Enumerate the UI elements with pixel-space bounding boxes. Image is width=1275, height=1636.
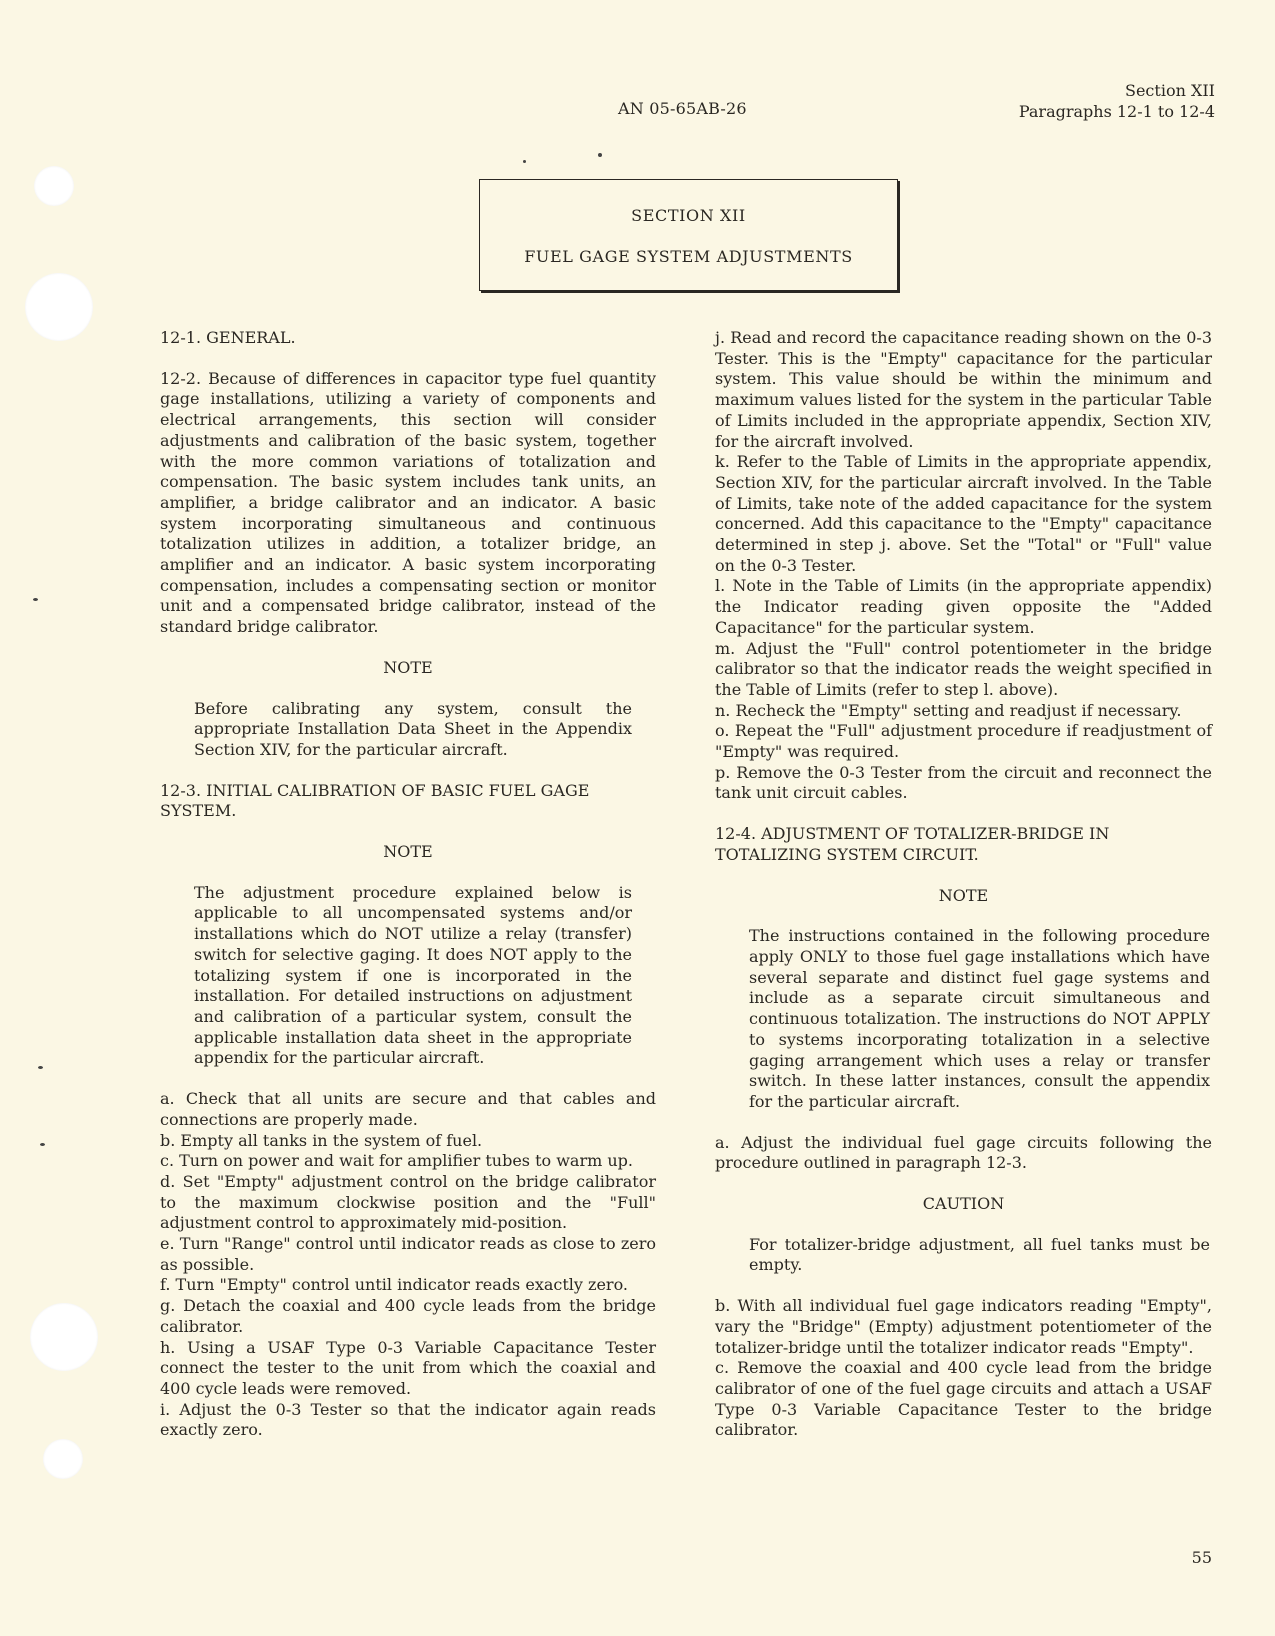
- procedure-step-d: d. Set "Empty" adjustment control on the bridge calibrator to the maximum clockwise position and the "Full" adjustment control to approximately mid-position.: [160, 1171, 656, 1233]
- punch-hole: [30, 1303, 98, 1371]
- totalizer-step-a: a. Adjust the individual fuel gage circuits following the procedure outlined in paragraph 12-3.: [715, 1132, 1212, 1173]
- caution-title: CAUTION: [922, 1194, 1005, 1214]
- paragraph-12-2: 12-2. Because of differences in capacitor type fuel quantity gage installations, utilizing a variety of components and electrical arrangements, this section will consider adjustments and calibration of the basic system, together with the more common variations of totalization and compensation. The basic system includes tank units, an amplifier, a bridge calibrator and an indicator. A basic system incorporating simultaneous and continuous totalization utilizes in addition, a totalizer bridge, an amplifier and an indicator. A basic system incorporating compensation, includes a compensating section or monitor unit and a compensated bridge calibrator, instead of the standard bridge calibrator.: [160, 368, 656, 637]
- section-number-title: SECTION XII: [631, 206, 746, 225]
- procedure-step-a: a. Check that all units are secure and that cables and connections are properly made.: [160, 1089, 656, 1129]
- paragraph-heading-12-4: 12-4. ADJUSTMENT OF TOTALIZER-BRIDGE IN TOTALIZING SYSTEM CIRCUIT.: [715, 824, 1110, 864]
- stray-mark: [523, 160, 526, 163]
- procedure-step-c: c. Turn on power and wait for amplifier tubes to warm up.: [160, 1151, 633, 1171]
- note-title: NOTE: [383, 842, 433, 862]
- procedure-step-h: h. Using a USAF Type 0-3 Variable Capacitance Tester connect the tester to the unit from which the coaxial and 400 cycle leads were removed.: [160, 1337, 656, 1398]
- paragraph-heading-12-3: 12-3. INITIAL CALIBRATION OF BASIC FUEL GAGE SYSTEM.: [160, 780, 590, 821]
- procedure-step-f: f. Turn "Empty" control until indicator reads exactly zero.: [160, 1275, 628, 1295]
- left-column: [160, 328, 656, 1441]
- note-title: NOTE: [938, 885, 989, 905]
- margin-mark: [40, 1143, 45, 1146]
- procedure-step-e: e. Turn "Range" control until indicator reads as close to zero as possible.: [160, 1234, 656, 1274]
- punch-hole: [34, 166, 74, 206]
- paragraph-range: Paragraphs 12-1 to 12-4: [1018, 102, 1215, 121]
- caution-body: For totalizer-bridge adjustment, all fuel tanks must be empty.: [749, 1234, 1210, 1275]
- note-body: Before calibrating any system, consult the appropriate Installation Data Sheet in the Appendix Section XIV, for the particular aircraft.: [194, 698, 632, 759]
- procedure-step-j: j. Read and record the capacitance reading shown on the 0-3 Tester. This is the "Empty" capacitance for the particular system. This value should be within the minimum and maximum values listed for the system in the particular Table of Limits included in the appropriate appendix, Section XIV, for the aircraft involved.: [715, 328, 1212, 451]
- procedure-step-m: m. Adjust the "Full" control potentiometer in the bridge calibrator so that the indicator reads the weight specified in the Table of Limits (refer to step l. above).: [715, 638, 1212, 699]
- totalizer-step-b: b. With all individual fuel gage indicators reading "Empty", vary the "Bridge" (Empty) adjustment potentiometer of the totalizer-bridge until the totalizer indicator reads "Empty".: [715, 1296, 1212, 1357]
- totalizer-step-c: c. Remove the coaxial and 400 cycle lead from the bridge calibrator of one of the fuel gage circuits and attach a USAF Type 0-3 Variable Capacitance Tester to the bridge calibrator.: [715, 1358, 1212, 1440]
- procedure-step-l: l. Note in the Table of Limits (in the appropriate appendix) the Indicator reading given opposite the "Added Capacitance" for the particular system.: [715, 576, 1212, 637]
- paragraph-heading-12-1: 12-1. GENERAL.: [160, 328, 296, 347]
- punch-hole: [43, 1439, 83, 1479]
- right-column: [715, 328, 1212, 1441]
- procedure-step-n: n. Recheck the "Empty" setting and readjust if necessary.: [715, 700, 1182, 720]
- margin-mark: [38, 1066, 43, 1069]
- note-body: The instructions contained in the following procedure apply ONLY to those fuel gage installations which have several separate and distinct fuel gage systems and include as a separate circuit simultaneous and continuous totalization. The instructions do NOT APPLY to systems incorporating totalization in a selective gaging arrangement which uses a relay or transfer switch. In these latter instances, consult the appendix for the particular aircraft.: [749, 926, 1210, 1111]
- note-body: The adjustment procedure explained below is applicable to all uncompensated systems and/or installations which do NOT utilize a relay (transfer) switch for selective gaging. It does NOT apply to the totalizing system if one is incorporated in the installation. For detailed instructions on adjustment and calibration of a particular system, consult the applicable installation data sheet in the appropriate appendix for the particular aircraft.: [194, 882, 632, 1068]
- section-title: FUEL GAGE SYSTEM ADJUSTMENTS: [524, 247, 853, 266]
- procedure-step-p: p. Remove the 0-3 Tester from the circuit and reconnect the tank unit circuit cables.: [715, 762, 1212, 803]
- note-title: NOTE: [383, 657, 433, 677]
- procedure-step-b: b. Empty all tanks in the system of fuel.: [160, 1130, 483, 1150]
- punch-hole: [25, 273, 93, 341]
- stray-mark: [598, 153, 602, 157]
- procedure-step-i: i. Adjust the 0-3 Tester so that the indicator again reads exactly zero.: [160, 1399, 656, 1440]
- section-title-box: [479, 179, 898, 291]
- running-header: [1019, 80, 1215, 122]
- procedure-step-o: o. Repeat the "Full" adjustment procedure if readjustment of "Empty" was required.: [715, 721, 1212, 762]
- procedure-step-k: k. Refer to the Table of Limits in the appropriate appendix, Section XIV, for the particular aircraft involved. In the Table of Limits, take note of the added capacitance for the system concerned. Add this capacitance to the "Empty" capacitance determined in step j. above. Set the "Total" or "Full" value on the 0-3 Tester.: [715, 452, 1212, 575]
- document-number: AN 05-65AB-26: [618, 99, 747, 118]
- section-label: Section XII: [1125, 81, 1215, 100]
- page-number: 55: [1191, 1548, 1212, 1567]
- margin-mark: [33, 598, 38, 601]
- procedure-step-g: g. Detach the coaxial and 400 cycle leads from the bridge calibrator.: [160, 1296, 656, 1336]
